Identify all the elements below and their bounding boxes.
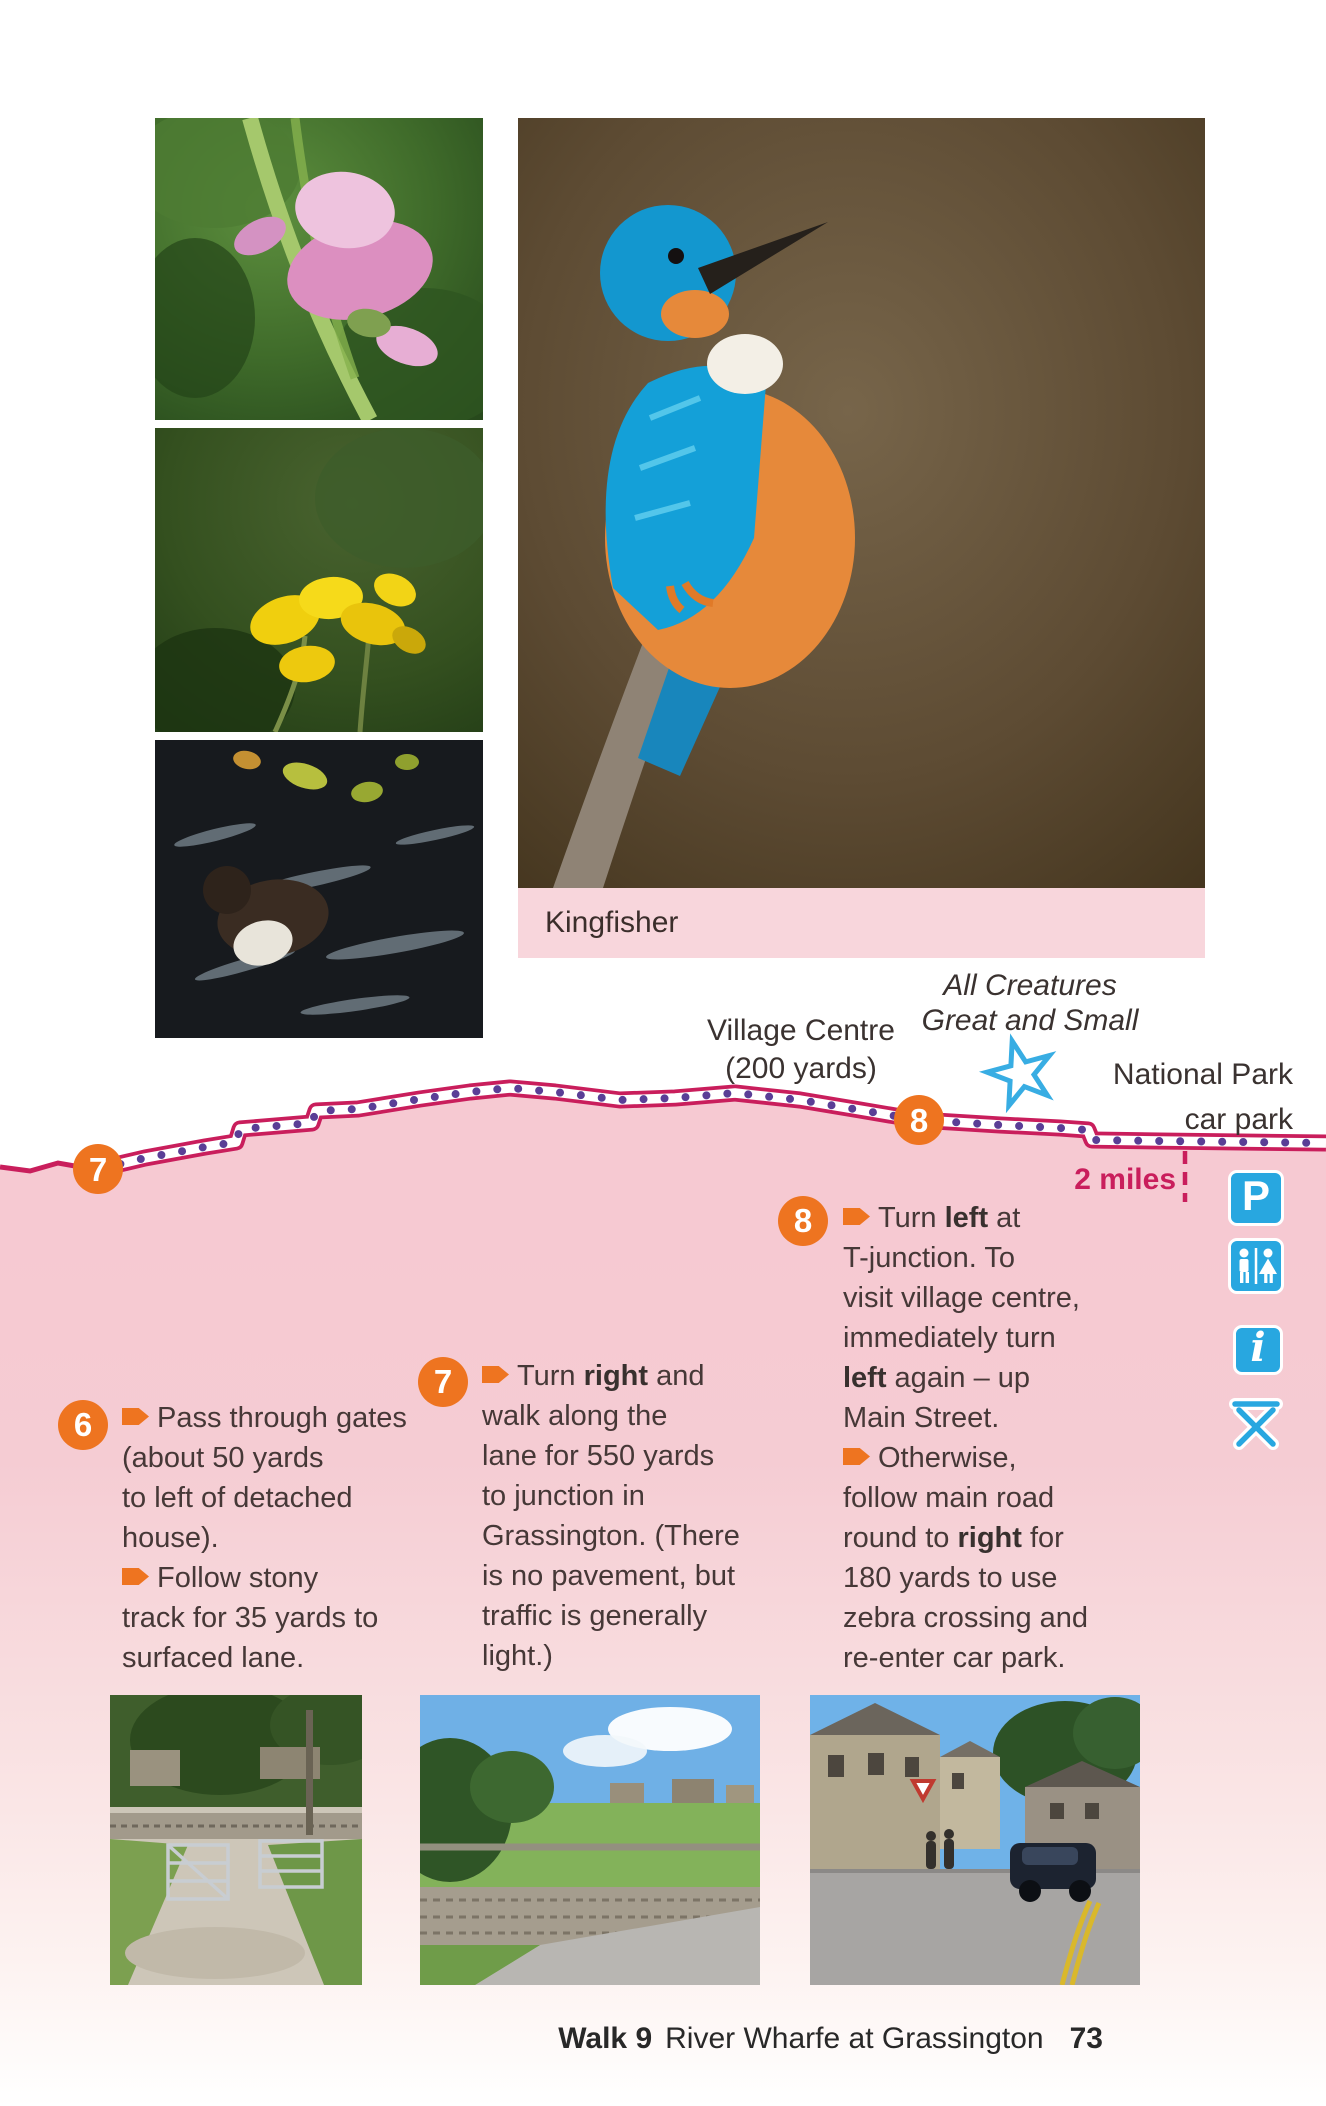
map-marker-7 [73, 1144, 123, 1194]
instruction-line: Main Street. [843, 1402, 1000, 1434]
instruction-line: Follow stony [122, 1558, 407, 1598]
photo-lane-to-grassington [420, 1695, 760, 1985]
instruction-line: T-junction. To [843, 1242, 1015, 1274]
parking-icon [1228, 1170, 1284, 1226]
photo-dipper-in-stream [155, 740, 483, 1038]
instruction-text-7 [482, 1356, 740, 1676]
instruction-line: Turn left at [843, 1198, 1088, 1238]
toilets-icon [1228, 1238, 1284, 1294]
waypoint-8-marker: 8 [778, 1196, 828, 1246]
information-letter: i [1250, 1323, 1266, 1371]
waypoint-6-marker: 6 [58, 1400, 108, 1450]
instruction-line: immediately turn [843, 1322, 1056, 1354]
waypoint-7-marker: 7 [418, 1357, 468, 1407]
instruction-line: walk along the [482, 1400, 668, 1432]
instruction-text-8 [843, 1198, 1088, 1678]
instruction-line: traffic is generally [482, 1600, 708, 1632]
instruction-line: follow main road [843, 1482, 1055, 1514]
instruction-line: Grassington. (There [482, 1520, 740, 1552]
instruction-line: round to right for [843, 1522, 1064, 1554]
arrow-bullet-icon [482, 1366, 509, 1383]
instruction-line: left again – up [843, 1362, 1031, 1394]
page-footer [558, 2022, 1103, 2056]
svg-text:7: 7 [88, 1151, 108, 1188]
car-park-label: National Park car park [1112, 1058, 1293, 1136]
photo-gates-stony-track [110, 1695, 362, 1985]
instruction-line: house). [122, 1522, 219, 1554]
instruction-line: track for 35 yards to [122, 1602, 379, 1634]
instruction-line: lane for 550 yards [482, 1440, 715, 1472]
arrow-bullet-icon [843, 1208, 870, 1225]
photo-village-street [810, 1695, 1140, 1985]
refreshments-icon [1227, 1398, 1285, 1450]
footer-walk-label: Walk 9 [558, 2022, 653, 2055]
information-icon [1233, 1325, 1283, 1375]
instruction-line: 180 yards to use [843, 1562, 1058, 1594]
village-centre-label: Village Centre (200 yards) [707, 1014, 895, 1085]
instruction-line: Turn right and [482, 1356, 740, 1396]
arrow-bullet-icon [122, 1408, 149, 1425]
attraction-star-icon [981, 1033, 1059, 1109]
photo-trefoil-flowers [155, 428, 483, 732]
instruction-line: re-enter car park. [843, 1642, 1066, 1674]
arrow-bullet-icon [843, 1448, 870, 1465]
svg-text:8: 8 [909, 1102, 929, 1139]
attraction-label: All Creatures Great and Small [921, 969, 1139, 1037]
instruction-line: is no pavement, but [482, 1560, 736, 1592]
photo-caption: Kingfisher [518, 888, 1205, 958]
footer-page-number: 73 [1069, 2022, 1103, 2055]
distance-label: 2 miles [1074, 1163, 1176, 1196]
instruction-line: Pass through gates [122, 1398, 407, 1438]
instruction-line: visit village centre, [843, 1282, 1080, 1314]
instruction-text-6 [122, 1398, 407, 1678]
footer-walk-title: River Wharfe at Grassington [665, 2022, 1044, 2055]
instruction-line: Otherwise, [843, 1438, 1088, 1478]
arrow-bullet-icon [122, 1568, 149, 1585]
parking-letter: P [1241, 1172, 1270, 1219]
photo-kingfisher [518, 118, 1205, 888]
map-marker-8 [894, 1095, 944, 1145]
instruction-line: (about 50 yards [122, 1442, 324, 1474]
photo-restharrow-flower [155, 118, 483, 420]
instruction-line: to junction in [482, 1480, 645, 1512]
instruction-line: zebra crossing and [843, 1602, 1089, 1634]
instruction-line: surfaced lane. [122, 1642, 305, 1674]
instruction-line: to left of detached [122, 1482, 353, 1514]
instruction-line: light.) [482, 1640, 553, 1672]
